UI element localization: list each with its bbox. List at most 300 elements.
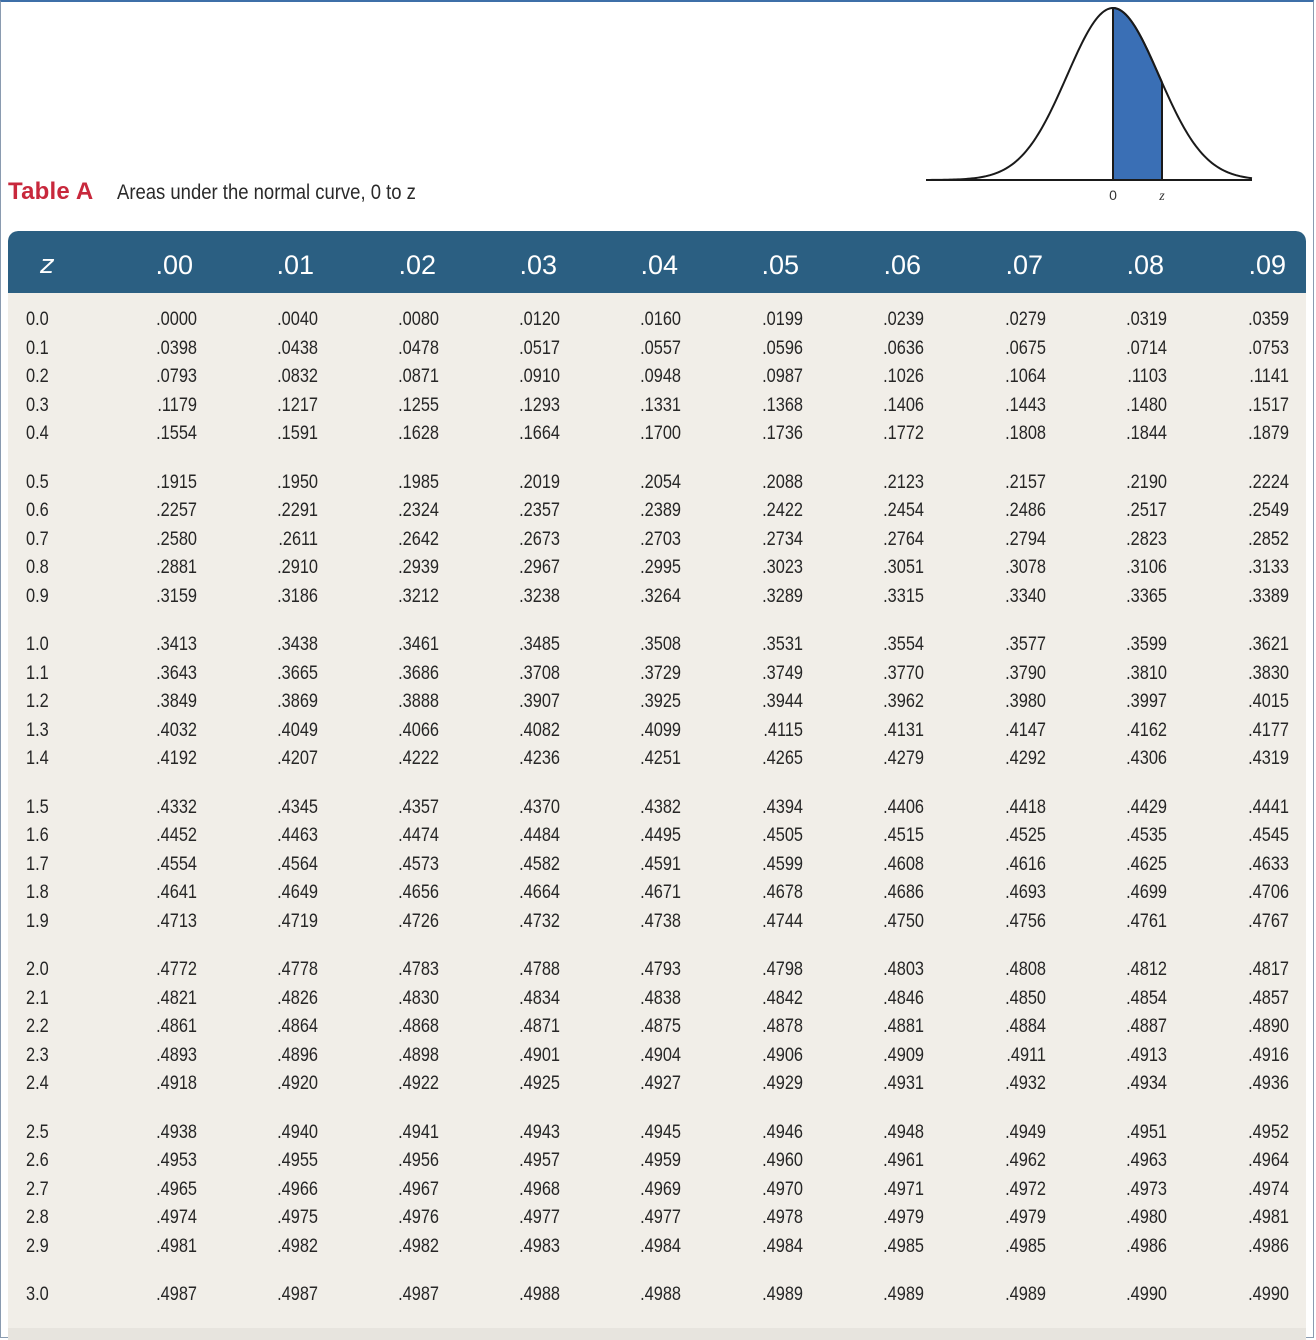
table-cell: .4904 [640, 1044, 681, 1066]
table-cell: .2454 [883, 500, 924, 522]
table-cell: .4505 [762, 825, 803, 847]
table-cell: .3289 [762, 585, 803, 607]
table-cell: .3944 [762, 691, 803, 713]
table-cell: .4951 [1126, 1121, 1167, 1143]
table-cell: .4625 [1126, 853, 1167, 875]
table-cell: .4974 [156, 1207, 197, 1229]
table-cell: .4875 [640, 1016, 681, 1038]
table-cell: .4979 [883, 1207, 924, 1229]
table-cell: .1985 [398, 471, 439, 493]
table-cell: .4941 [398, 1121, 439, 1143]
table-cell: .1255 [398, 394, 439, 416]
table-cell: .4726 [398, 910, 439, 932]
table-cell: .4382 [640, 796, 681, 818]
table-cell: .4918 [156, 1073, 197, 1095]
table-cell: .4821 [156, 987, 197, 1009]
table-cell: .4554 [156, 853, 197, 875]
table-cell: .4838 [640, 987, 681, 1009]
table-cell: .4884 [1005, 1016, 1046, 1038]
table-cell: .3078 [1005, 557, 1046, 579]
table-cell: .3438 [277, 634, 318, 655]
table-cell: .4699 [1126, 882, 1167, 904]
table-cell: .4693 [1005, 882, 1046, 904]
table-cell: .4890 [1248, 1016, 1289, 1038]
table-cell: .4306 [1126, 748, 1167, 770]
table-cell: .4956 [398, 1150, 439, 1172]
table-cell: .4599 [762, 853, 803, 875]
table-cell: .3962 [883, 691, 924, 713]
table-cell: .4975 [277, 1207, 318, 1229]
table-cell: .2823 [1126, 528, 1167, 550]
table-cell: .1808 [1005, 423, 1046, 445]
row-z-value: 1.0 [26, 634, 49, 655]
table-cell: .4192 [156, 748, 197, 770]
table-cell: .0557 [640, 337, 681, 359]
table-cell: .4949 [1005, 1121, 1046, 1143]
table-cell: .1480 [1126, 394, 1167, 416]
table-cell: .1443 [1005, 394, 1046, 416]
table-cell: .4987 [398, 1284, 439, 1305]
table-cell: .4641 [156, 882, 197, 904]
table-cell: .4732 [519, 910, 560, 932]
table-cell: .4099 [640, 719, 681, 741]
header-col-1: .00 [155, 250, 193, 280]
table-cell: .4938 [156, 1121, 197, 1143]
table-cell: .4582 [519, 853, 560, 875]
table-cell: .4778 [277, 959, 318, 980]
table-cell: .4744 [762, 910, 803, 932]
table-cell: .3315 [883, 585, 924, 607]
table-cell: .4292 [1005, 748, 1046, 770]
table-cell: .1664 [519, 423, 560, 445]
table-cell: .3790 [1005, 662, 1046, 684]
table-cell: .0120 [519, 309, 560, 330]
table-cell: .4857 [1248, 987, 1289, 1009]
table-cell: .4772 [156, 959, 197, 980]
table-cell: .2794 [1005, 528, 1046, 550]
table-cell: .4953 [156, 1150, 197, 1172]
table-cell: .1293 [519, 394, 560, 416]
table-cell: .3461 [398, 634, 439, 655]
shaded-area [1113, 8, 1162, 180]
table-cell: .4893 [156, 1044, 197, 1066]
row-z-value: 0.4 [26, 423, 49, 445]
table-cell: .4633 [1248, 853, 1289, 875]
table-title: Areas under the normal curve, 0 to z [117, 181, 417, 204]
table-cell: .4989 [762, 1284, 803, 1305]
table-cell: .4969 [640, 1178, 681, 1200]
table-cell: .3577 [1005, 634, 1046, 655]
table-cell: .4978 [762, 1207, 803, 1229]
table-cell: .4793 [640, 959, 681, 980]
table-cell: .3708 [519, 662, 560, 684]
header-col-7: .06 [883, 250, 921, 280]
table-cell: .4049 [277, 719, 318, 741]
table-cell: .2764 [883, 528, 924, 550]
table-cell: .3849 [156, 691, 197, 713]
table-cell: .4850 [1005, 987, 1046, 1009]
table-cell: .1915 [156, 471, 197, 493]
row-z-value: 2.3 [26, 1044, 49, 1066]
table-cell: .4962 [1005, 1150, 1046, 1172]
table-cell: .3729 [640, 662, 681, 684]
table-cell: .4985 [883, 1235, 924, 1257]
table-cell: .4981 [1248, 1207, 1289, 1229]
axis-label-zero: 0 [1109, 187, 1117, 203]
table-cell: .4678 [762, 882, 803, 904]
table-cell: .3810 [1126, 662, 1167, 684]
table-cell: .4649 [277, 882, 318, 904]
table-cell: .4846 [883, 987, 924, 1009]
table-cell: .4988 [640, 1284, 681, 1305]
table-cell: .4418 [1005, 796, 1046, 818]
table-cell: .4989 [883, 1284, 924, 1305]
bell-curve [926, 8, 1252, 180]
table-cell: .0359 [1248, 309, 1289, 330]
table-cell: .4834 [519, 987, 560, 1009]
table-cell: .4932 [1005, 1073, 1046, 1095]
table-cell: .4920 [277, 1073, 318, 1095]
table-cell: .2580 [156, 528, 197, 550]
table-cell: .0832 [277, 366, 318, 388]
table-cell: .4452 [156, 825, 197, 847]
table-cell: .4887 [1126, 1016, 1167, 1038]
table-cell: .4972 [1005, 1178, 1046, 1200]
row-z-value: 1.6 [26, 825, 49, 847]
table-cell: .0948 [640, 366, 681, 388]
table-header [8, 231, 1306, 293]
table-cell: .4964 [1248, 1150, 1289, 1172]
table-cell: .3665 [277, 662, 318, 684]
table-cell: .3997 [1126, 691, 1167, 713]
table-cell: .4706 [1248, 882, 1289, 904]
table-cell: .4909 [883, 1044, 924, 1066]
table-cell: .4931 [883, 1073, 924, 1095]
table-cell: .1950 [277, 471, 318, 493]
table-cell: .4967 [398, 1178, 439, 1200]
table-cell: .1628 [398, 423, 439, 445]
table-cell: .0793 [156, 366, 197, 388]
table-cell: .2486 [1005, 500, 1046, 522]
header-z: z [40, 250, 54, 280]
table-cell: .1141 [1249, 366, 1289, 388]
table-cell: .0319 [1126, 309, 1167, 330]
table-cell: .4788 [519, 959, 560, 980]
table-cell: .2088 [762, 471, 803, 493]
table-cell: .4394 [762, 796, 803, 818]
table-cell: .4656 [398, 882, 439, 904]
table-cell: .4251 [640, 748, 681, 770]
row-z-value: 1.9 [26, 910, 49, 932]
row-z-value: 2.0 [26, 959, 49, 980]
table-cell: .4990 [1248, 1284, 1289, 1305]
table-cell: .2190 [1126, 471, 1167, 493]
table-cell: .4803 [883, 959, 924, 980]
header-col-8: .07 [1005, 250, 1043, 280]
table-cell: .1064 [1005, 366, 1046, 388]
table-cell: .4147 [1005, 719, 1046, 741]
table-cell: .4082 [519, 719, 560, 741]
table-cell: .4608 [883, 853, 924, 875]
row-z-value: 1.5 [26, 796, 49, 818]
table-cell: .4115 [763, 719, 803, 741]
table-cell: .2257 [156, 500, 197, 522]
row-z-value: 0.0 [26, 309, 49, 330]
table-cell: .4871 [519, 1016, 560, 1038]
header-col-2: .01 [276, 250, 314, 280]
table-cell: .3106 [1126, 557, 1167, 579]
table-cell: .4989 [1005, 1284, 1046, 1305]
table-cell: .4713 [156, 910, 197, 932]
table-cell: .4861 [156, 1016, 197, 1038]
table-cell: .2422 [762, 500, 803, 522]
table-cell: .4945 [640, 1121, 681, 1143]
table-cell: .3980 [1005, 691, 1046, 713]
table-cell: .4868 [398, 1016, 439, 1038]
table-cell: .2939 [398, 557, 439, 579]
table-caption [8, 178, 457, 206]
table-cell: .4984 [640, 1235, 681, 1257]
table-cell: .4948 [883, 1121, 924, 1143]
table-cell: .4177 [1248, 719, 1289, 741]
table-cell: .4960 [762, 1150, 803, 1172]
table-cell: .2389 [640, 500, 681, 522]
table-cell: .3365 [1126, 585, 1167, 607]
row-z-value: 3.0 [26, 1284, 49, 1305]
table-cell: .0753 [1248, 337, 1289, 359]
header-col-9: .08 [1126, 250, 1164, 280]
table-cell: .4878 [762, 1016, 803, 1038]
table-cell: .4162 [1126, 719, 1167, 741]
table-cell: .3686 [398, 662, 439, 684]
table-cell: .2054 [640, 471, 681, 493]
table-cell: .1591 [277, 423, 318, 445]
table-cell: .4955 [277, 1150, 318, 1172]
table-cell: .4982 [277, 1235, 318, 1257]
table-cell: .3186 [277, 585, 318, 607]
table-cell: .4817 [1248, 959, 1289, 980]
table-cell: .4990 [1126, 1284, 1167, 1305]
table-cell: .0398 [156, 337, 197, 359]
table-cell: .3159 [156, 585, 197, 607]
table-cell: .2019 [519, 471, 560, 493]
table-cell: .4974 [1248, 1178, 1289, 1200]
table-cell: .4957 [519, 1150, 560, 1172]
table-cell: .2157 [1005, 471, 1046, 493]
table-cell: .4976 [398, 1207, 439, 1229]
table-cell: .1331 [640, 394, 681, 416]
table-cell: .4961 [883, 1150, 924, 1172]
table-cell: .4671 [640, 882, 681, 904]
table-cell: .4896 [277, 1044, 318, 1066]
table-cell: .4946 [762, 1121, 803, 1143]
table-cell: .3770 [883, 662, 924, 684]
table-cell: .4236 [519, 748, 560, 770]
table-cell: .4922 [398, 1073, 439, 1095]
table-cell: .0000 [156, 309, 197, 330]
table-cell: .0080 [398, 309, 439, 330]
table-cell: .4495 [640, 825, 681, 847]
table-cell: .0160 [640, 309, 681, 330]
table-cell: .4973 [1126, 1178, 1167, 1200]
table-cell: .4984 [762, 1235, 803, 1257]
table-cell: .4936 [1248, 1073, 1289, 1095]
table-cell: .3749 [762, 662, 803, 684]
table-cell: .4207 [277, 748, 318, 770]
table-cell: .0636 [883, 337, 924, 359]
row-z-value: 1.1 [26, 662, 49, 684]
table-cell: .4812 [1126, 959, 1167, 980]
table-cell: .1879 [1248, 423, 1289, 445]
table-cell: .4015 [1248, 691, 1289, 713]
table-cell: .4911 [1006, 1044, 1046, 1066]
table-cell: .3925 [640, 691, 681, 713]
table-cell: .4783 [398, 959, 439, 980]
table-cell: .4279 [883, 748, 924, 770]
table-cell: .0199 [762, 309, 803, 330]
table-cell: .4767 [1248, 910, 1289, 932]
table-cell: .3554 [883, 634, 924, 655]
row-z-value: 2.6 [26, 1150, 49, 1172]
table-cell: .4441 [1248, 796, 1289, 818]
table-cell: .4564 [277, 853, 318, 875]
table-cell: .4686 [883, 882, 924, 904]
table-cell: .1406 [883, 394, 924, 416]
table-cell: .4750 [883, 910, 924, 932]
table-cell: .4970 [762, 1178, 803, 1200]
table-cell: .1736 [762, 423, 803, 445]
table-cell: .4719 [277, 910, 318, 932]
table-cell: .4429 [1126, 796, 1167, 818]
table-cell: .4545 [1248, 825, 1289, 847]
table-cell: .1844 [1126, 423, 1167, 445]
table-cell: .4738 [640, 910, 681, 932]
table-cell: .0910 [519, 366, 560, 388]
table-cell: .4979 [1005, 1207, 1046, 1229]
row-z-value: 1.7 [26, 853, 49, 875]
table-cell: .4591 [640, 853, 681, 875]
table-cell: .2611 [278, 528, 318, 550]
table-cell: .1700 [640, 423, 681, 445]
table-cell: .4988 [519, 1284, 560, 1305]
table-cell: .4864 [277, 1016, 318, 1038]
table-cell: .3508 [640, 634, 681, 655]
row-z-value: 0.6 [26, 500, 49, 522]
table-cell: .4032 [156, 719, 197, 741]
table-cell: .3212 [398, 585, 439, 607]
table-cell: .4881 [883, 1016, 924, 1038]
table-cell: .4940 [277, 1121, 318, 1143]
header-col-4: .03 [519, 250, 557, 280]
table-cell: .4977 [640, 1207, 681, 1229]
table-cell: .0714 [1126, 337, 1167, 359]
table-cell: .2291 [277, 500, 318, 522]
table-cell: .1179 [157, 394, 197, 416]
normal-curve-diagram [924, 0, 1254, 205]
table-cell: .3888 [398, 691, 439, 713]
table-cell: .4332 [156, 796, 197, 818]
table-cell: .0239 [883, 309, 924, 330]
table-cell: .2517 [1126, 500, 1167, 522]
header-col-6: .05 [761, 250, 799, 280]
row-z-value: 0.9 [26, 585, 49, 607]
table-cell: .3869 [277, 691, 318, 713]
table-cell: .4983 [519, 1235, 560, 1257]
table-cell: .4898 [398, 1044, 439, 1066]
table-cell: .1368 [762, 394, 803, 416]
table-cell: .4929 [762, 1073, 803, 1095]
table-cell: .4959 [640, 1150, 681, 1172]
table-cell: .4131 [883, 719, 924, 741]
table-cell: .0987 [762, 366, 803, 388]
table-cell: .0596 [762, 337, 803, 359]
table-cell: .3264 [640, 585, 681, 607]
table-cell: .1217 [277, 394, 318, 416]
table-cell: .4484 [519, 825, 560, 847]
table-bottom-strip [8, 1328, 1306, 1340]
table-cell: .2123 [883, 471, 924, 493]
row-z-value: 2.4 [26, 1073, 49, 1095]
row-z-value: 2.9 [26, 1235, 49, 1257]
table-cell: .0478 [398, 337, 439, 359]
table-cell: .2910 [277, 557, 318, 579]
row-z-value: 0.7 [26, 528, 49, 550]
table-cell: .3830 [1248, 662, 1289, 684]
table-cell: .3643 [156, 662, 197, 684]
row-z-value: 0.3 [26, 394, 49, 416]
table-cell: .4943 [519, 1121, 560, 1143]
table-cell: .2734 [762, 528, 803, 550]
table-cell: .1772 [883, 423, 924, 445]
table-cell: .4808 [1005, 959, 1046, 980]
table-cell: .3389 [1248, 585, 1289, 607]
row-z-value: 1.8 [26, 882, 49, 904]
table-cell: .3051 [883, 557, 924, 579]
table-cell: .4981 [156, 1235, 197, 1257]
table-cell: .2995 [640, 557, 681, 579]
table-cell: .3531 [762, 634, 803, 655]
table-cell: .4798 [762, 959, 803, 980]
table-cell: .4901 [519, 1044, 560, 1066]
header-col-10: .09 [1248, 250, 1286, 280]
table-cell: .4345 [277, 796, 318, 818]
table-cell: .4573 [398, 853, 439, 875]
table-cell: .2324 [398, 500, 439, 522]
table-cell: .0040 [277, 309, 318, 330]
table-cell: .2549 [1248, 500, 1289, 522]
table-cell: .4965 [156, 1178, 197, 1200]
table-cell: .2642 [398, 528, 439, 550]
row-z-value: 2.8 [26, 1207, 49, 1229]
row-z-value: 2.2 [26, 1016, 49, 1038]
table-cell: .4925 [519, 1073, 560, 1095]
table-cell: .4916 [1248, 1044, 1289, 1066]
row-z-value: 2.5 [26, 1121, 49, 1143]
row-z-value: 2.7 [26, 1178, 49, 1200]
table-cell: .4966 [277, 1178, 318, 1200]
table-cell: .0675 [1005, 337, 1046, 359]
header-col-5: .04 [640, 250, 678, 280]
table-cell: .4525 [1005, 825, 1046, 847]
table-cell: .4222 [398, 748, 439, 770]
table-cell: .3485 [519, 634, 560, 655]
table-cell: .4515 [883, 825, 924, 847]
table-cell: .4986 [1248, 1235, 1289, 1257]
table-cell: .0279 [1005, 309, 1046, 330]
table-label: Table A [8, 178, 94, 205]
table-cell: .4913 [1126, 1044, 1167, 1066]
table-cell: .4474 [398, 825, 439, 847]
